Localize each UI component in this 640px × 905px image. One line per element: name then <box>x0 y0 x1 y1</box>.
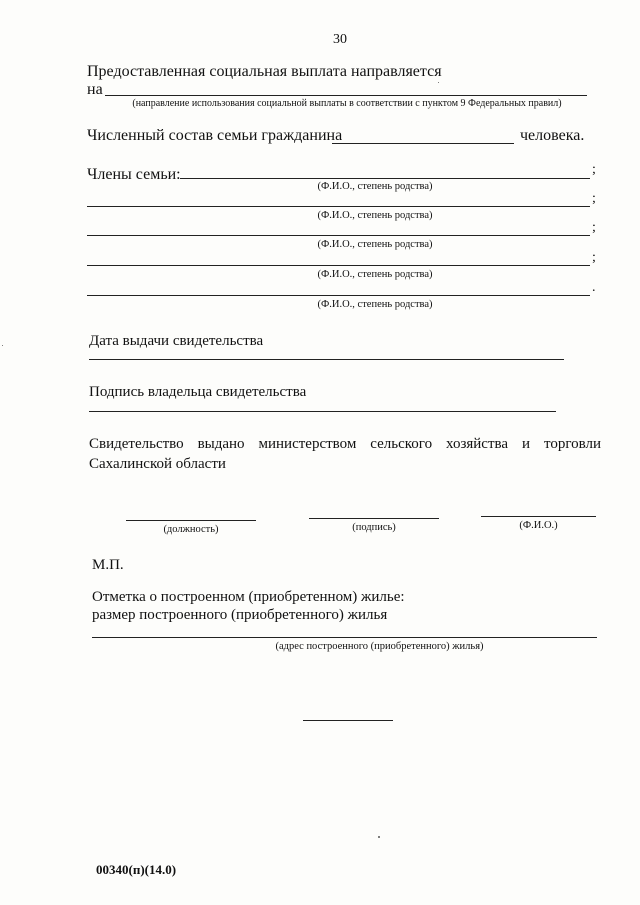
name-field[interactable] <box>481 516 596 517</box>
separator-semicolon: ; <box>592 191 596 206</box>
name-caption: (Ф.И.О.) <box>519 520 558 531</box>
family-member-field-1[interactable] <box>180 178 590 179</box>
family-members-label: Члены семьи: <box>87 166 181 183</box>
housing-size-label: размер построенного (приобретенного) жилья <box>92 607 388 623</box>
family-count-field[interactable] <box>332 143 514 144</box>
family-member-caption: (Ф.И.О., степень родства) <box>317 239 433 250</box>
bottom-short-field[interactable] <box>303 720 393 721</box>
signature-field[interactable] <box>309 518 439 519</box>
family-member-caption: (Ф.И.О., степень родства) <box>317 210 433 221</box>
separator-semicolon: ; <box>592 162 596 177</box>
family-member-field-2[interactable] <box>87 206 590 207</box>
separator-semicolon: ; <box>592 250 596 265</box>
family-count-label: Численный состав семьи гражданина <box>87 127 343 144</box>
issued-by-line2: Сахалинской области <box>89 456 226 472</box>
issued-by-line1: Свидетельство выдано министерством сельского хозяйства и торговли <box>89 436 601 452</box>
document-code: 00340(п)(14.0) <box>96 862 177 877</box>
signature-caption: (подпись) <box>352 522 396 533</box>
payment-direction-caption: (направление использования социальной выплаты в соответствии с пунктом 9 Федеральных правил) <box>132 98 562 109</box>
separator-semicolon: ; <box>592 220 596 235</box>
housing-address-caption: (адрес построенного (приобретенного) жилья) <box>275 641 484 652</box>
holder-signature-field[interactable] <box>89 411 556 412</box>
issue-date-field[interactable] <box>89 359 564 360</box>
scan-speck <box>438 82 439 83</box>
family-member-caption: (Ф.И.О., степень родства) <box>317 181 433 192</box>
holder-signature-label: Подпись владельца свидетельства <box>89 384 307 400</box>
family-member-field-4[interactable] <box>87 265 590 266</box>
family-member-field-3[interactable] <box>87 235 590 236</box>
position-caption: (должность) <box>163 524 219 535</box>
family-member-caption: (Ф.И.О., степень родства) <box>317 299 433 310</box>
housing-mark-label: Отметка о построенном (приобретенном) жилье: <box>92 589 405 605</box>
family-member-field-5[interactable] <box>87 295 590 296</box>
scan-speck <box>2 345 3 346</box>
payment-label-na: на <box>87 81 103 98</box>
scan-speck <box>378 836 380 838</box>
stamp-place-label: М.П. <box>92 557 124 573</box>
housing-address-field[interactable] <box>92 637 597 638</box>
payment-label: Предоставленная социальная выплата направляется <box>87 63 442 80</box>
family-count-suffix: человека. <box>520 127 585 144</box>
issue-date-label: Дата выдачи свидетельства <box>89 333 264 349</box>
separator-period: . <box>592 280 596 295</box>
page-number: 30 <box>333 32 347 47</box>
position-field[interactable] <box>126 520 256 521</box>
family-member-caption: (Ф.И.О., степень родства) <box>317 269 433 280</box>
payment-direction-field[interactable] <box>105 95 587 96</box>
